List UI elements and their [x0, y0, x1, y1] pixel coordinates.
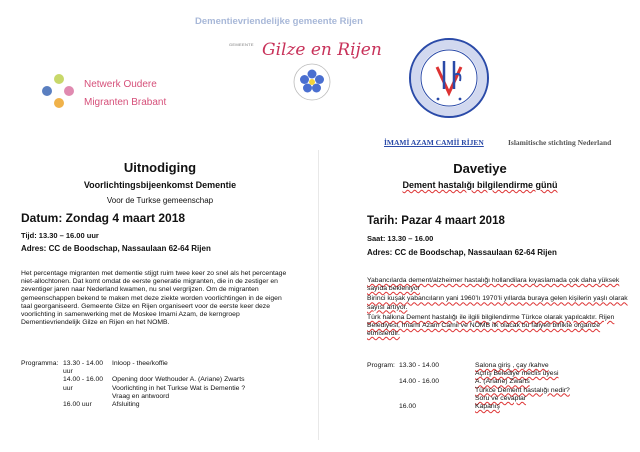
- netwerk-name-line1: Netwerk Oudere: [84, 79, 157, 90]
- tr-program-label: Program:: [367, 362, 395, 369]
- tr-subtitle: Dement hastalığı bilgilendirme günü: [402, 180, 558, 190]
- tr-paragraphs: [367, 277, 629, 340]
- nl-program-row: [21, 376, 311, 401]
- tr-paragraph-3: Türk halkına Dement hastalığı ile ilgili bilgilendirme Türkce olarak yapılcaktır. Rijen Belediyesi, İmamı Azam Camii ve NOMB ilk olacak bu faliyeti birlikte organize etmislerdir.: [367, 313, 615, 338]
- tr-program-label: [367, 378, 399, 403]
- nl-program-row: [21, 401, 311, 409]
- nl-program-time: 16.00 uur: [63, 401, 92, 409]
- nl-program-label: [21, 401, 63, 409]
- nl-program: [21, 360, 311, 409]
- tr-program-time: 16.00: [399, 403, 417, 411]
- tr-saat: Saat: 13.30 – 16.00: [367, 234, 434, 243]
- logo-dot-blue: [42, 86, 52, 96]
- nl-program-label: Programma:: [21, 360, 59, 367]
- gilze-logo-text: Gilze en Rijen: [262, 40, 382, 60]
- header-title: Dementievriendelijke gemeente Rijen: [195, 16, 363, 27]
- nl-program-time: 14.00 - 16.00 uur: [63, 376, 104, 392]
- tr-paragraph-1: Yabancılarda dement/alzheimer hastalığı hollandilara kıyaslamada çok daha yüksek sayıda bekleniyor: [367, 277, 620, 293]
- nl-program-line: Voorlichting in het Turkse Wat is Dementie ?: [112, 384, 246, 392]
- nl-datum: Datum: Zondag 4 maart 2018: [21, 211, 186, 225]
- nl-program-time: 13.30 - 14.00 uur: [63, 360, 104, 376]
- nl-program-row: [21, 360, 311, 376]
- gemeente-label: GEMEENTE: [229, 42, 254, 47]
- tr-program-time: 14.00 - 16.00: [399, 378, 440, 386]
- netwerk-name-line2: Migranten Brabant: [84, 97, 167, 108]
- tr-program-line: Salona giriş , çay /kahve: [475, 362, 549, 369]
- nl-subtitle: Voorlichtingsbijeenkomst Dementie: [83, 180, 237, 190]
- tr-program-label: [367, 403, 399, 411]
- tr-program-line: Soru ve cevaplar: [475, 394, 527, 402]
- netwerk-logo: [38, 74, 78, 110]
- column-divider: [318, 150, 319, 440]
- nl-title: Uitnodiging: [123, 160, 197, 175]
- nl-program-line: Opening door Wethouder A. (Ariane) Zwarts: [112, 376, 245, 384]
- tr-program-row: [367, 378, 629, 403]
- nl-program-line: Inloop - thee/koffie: [112, 360, 168, 367]
- nl-paragraph: Het percentage migranten met dementie stijgt ruim twee keer zo snel als het percentage niet-allochtonen. Dat komt omdat de eerste generatie migranten, die in de zestiger en zeventiger jaren naar Nederland kwamen, nu snel vergrijzen. Om de migranten gemeenschappen bekend te maken met deze ziekte worden voorlichtingen in de eigen taal georganiseerd. Gemeente Gilze en Rijen organiseert voor de eerste keer deze voorlichting in samenwerking met de Moskee Imami Azam, de kerngroep Dementievriendelijk Gilze en Rijen en het NOMB.: [21, 270, 287, 327]
- nl-tijd: Tijd: 13.30 – 16.00 uur: [21, 231, 99, 240]
- tr-program-time: 13.30 - 14.00: [399, 362, 440, 369]
- tr-program-line: Türkce Dement hastalığı nedir?: [475, 386, 570, 394]
- logo-dot-orange: [54, 98, 64, 108]
- forget-me-not-icon: [292, 62, 332, 102]
- tr-tarih: Tarih: Pazar 4 maart 2018: [367, 215, 505, 227]
- tr-adres: Adres: CC de Boodschap, Nassaulaan 62-64 Rijen: [367, 248, 557, 257]
- tr-program-line: Açılış Belediye meclis üyesi: [475, 370, 559, 378]
- nl-program-line: Afsluiting: [112, 401, 140, 409]
- tr-program: [367, 362, 629, 411]
- nl-subtitle-2: Voor de Turkse gemeenschap: [106, 196, 214, 205]
- tr-program-row: [367, 362, 629, 378]
- tr-program-row: [367, 403, 629, 411]
- nl-adres: Adres: CC de Boodschap, Nassaulaan 62-64 Rijen: [21, 244, 211, 253]
- diyanet-seal-icon: [408, 37, 490, 119]
- tr-title: Davetiye: [453, 161, 507, 176]
- tr-paragraph-2: Birinci kuşak yabancıların yani 1960’lı 1970’li yıllarda buraya gelen kişilerin yaşlı olarak sayısı artıyor.: [367, 295, 628, 311]
- tr-program-line: Kapanış: [475, 403, 500, 411]
- logo-dot-green: [54, 74, 64, 84]
- tr-program-line: A. (Ariane) Zwarts: [475, 378, 530, 386]
- logo-dot-pink: [64, 86, 74, 96]
- nl-program-line: Vraag en antwoord: [112, 392, 170, 400]
- nl-program-label: [21, 376, 63, 401]
- mosque-name[interactable]: İMAMİ AZAM CAMİİ RİJEN: [384, 138, 484, 147]
- mosque-subtitle: Islamitische stichting Nederland: [508, 138, 612, 147]
